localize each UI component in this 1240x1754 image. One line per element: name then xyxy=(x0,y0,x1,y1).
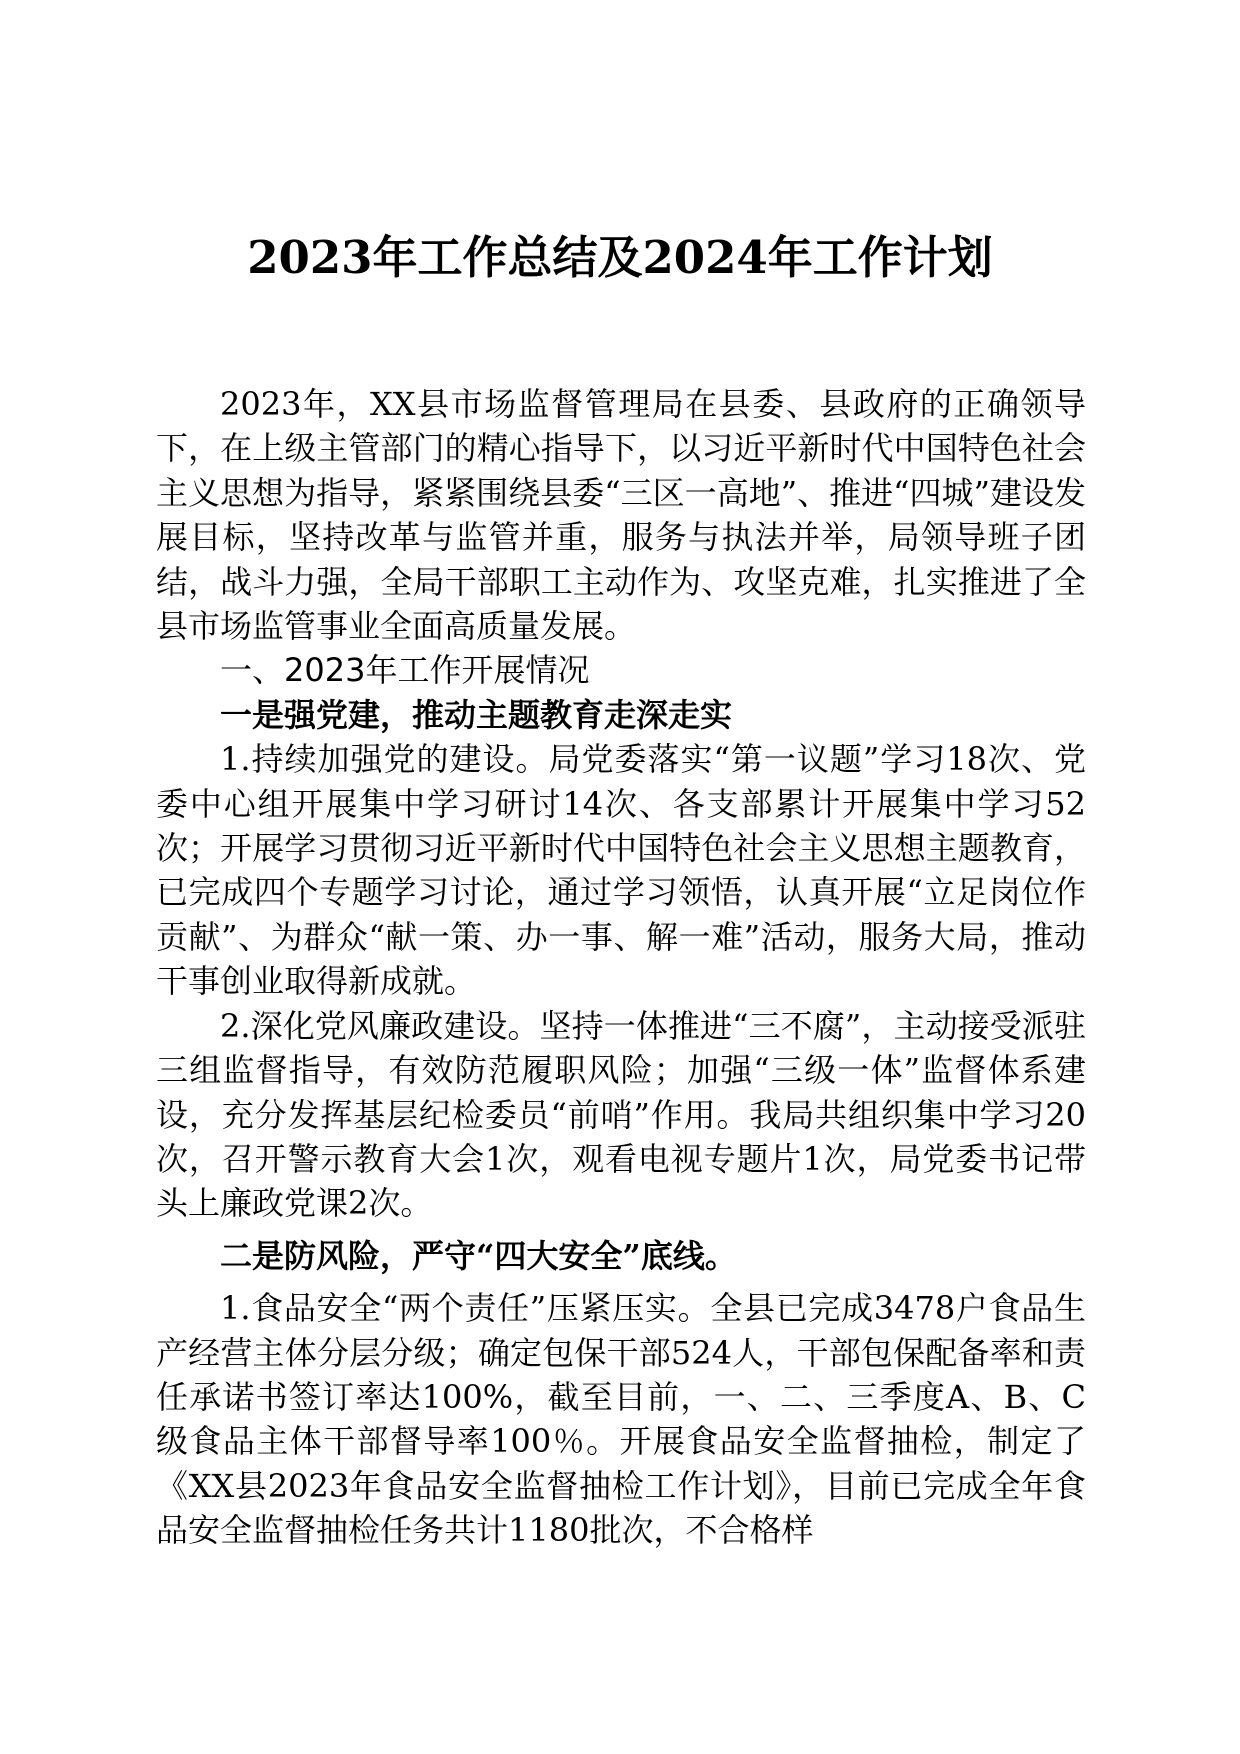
sub-heading-risk-prevention: 二是防风险，严守“四大安全”底线。 xyxy=(220,1236,737,1275)
paragraph-party-building-1: 1.持续加强党的建设。局党委落实“第一议题”学习18次、党委中心组开展集中学习研讨14次、各支部累计开展集中学习52次；开展学习贯彻习近平新时代中国特色社会主义思想主题教育，已完成四个专题学习讨论，通过学习领悟，认真开展“立足岗位作贡献”、为群众“献一策、办一事、解一难”活动，服务大局，推动干事创业取得新成就。 xyxy=(156,740,1086,1001)
paragraph-food-safety: 1.食品安全“两个责任”压紧压实。全县已完成3478户食品生产经营主体分层分级；确定包保干部524人，干部包保配备率和责任承诺书签订率达100%，截至目前，一、二、三季度A、B、C级食品主体干部督导率100％。开展食品安全监督抽检，制定了《XX县2023年食品安全监督抽检工作计划》，目前已完成全年食品安全监督抽检任务共计1180批次，不合格样 xyxy=(156,1289,1086,1550)
sub-heading-party-building: 一是强党建，推动主题教育走深走实 xyxy=(220,695,733,734)
section-heading-work-2023: 一、2023年工作开展情况 xyxy=(220,651,590,690)
document-body xyxy=(156,382,1086,1553)
paragraph-party-building-2: 2.深化党风廉政建设。坚持一体推进“三不腐”，主动接受派驻三组监督指导，有效防范履职风险；加强“三级一体”监督体系建设，充分发挥基层纪检委员“前哨”作用。我局共组织集中学习20次，召开警示教育大会1次，观看电视专题片1次，局党委书记带头上廉政党课2次。 xyxy=(156,1006,1086,1223)
document-title: 2023年工作总结及2024年工作计划 xyxy=(247,231,993,284)
intro-paragraph: 2023年，XX县市场监督管理局在县委、县政府的正确领导下，在上级主管部门的精心指导下，以习近平新时代中国特色社会主义思想为指导，紧紧围绕县委“三区一高地”、推进“四城”建设发展目标，坚持改革与监管并重，服务与执法并举，局领导班子团结，战斗力强，全局干部职工主动作为、攻坚克难，扎实推进了全县市场监管事业全面高质量发展。 xyxy=(156,385,1086,646)
